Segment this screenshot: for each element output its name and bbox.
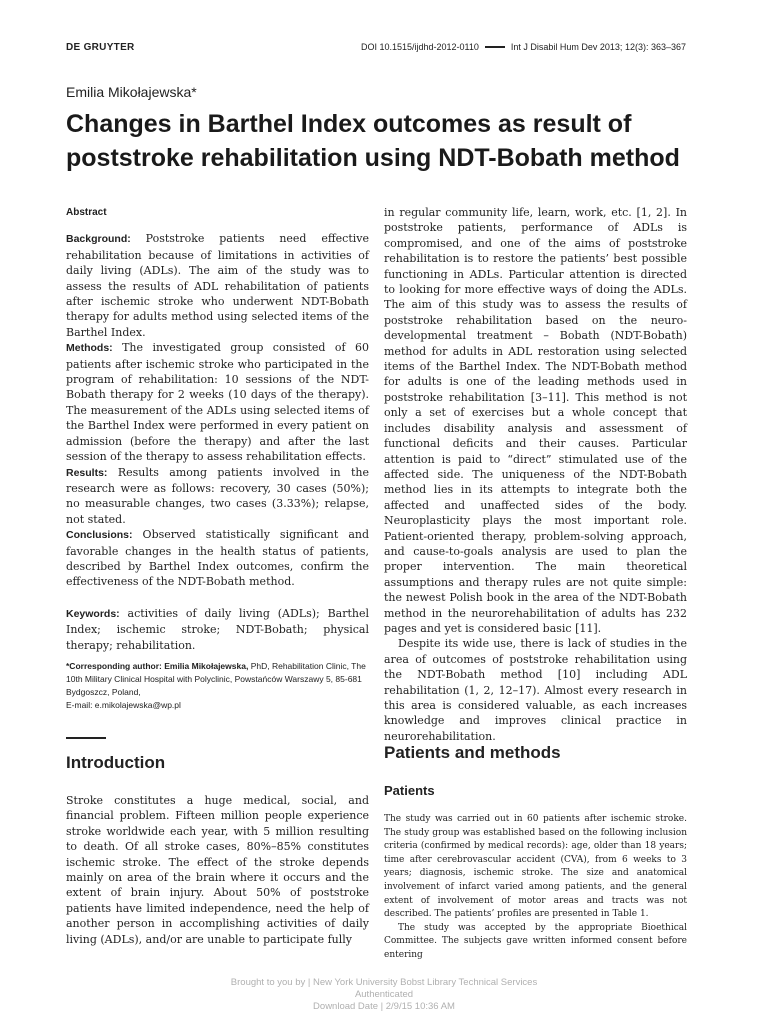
- download-info: [0, 977, 768, 1013]
- download-line-provider: Brought to you by | New York University Bobst Library Technical Services: [230, 977, 538, 988]
- abstract-background: [66, 231, 369, 340]
- header-dash: [485, 46, 505, 48]
- results-label: Results:: [66, 466, 108, 479]
- footnote-text: PhD, Rehabilitation Clinic, The 10th Military Clinical Hospital with Polyclinic, Powstańców Warszawy 5, 85-681 Bydgoszcz, Poland,: [66, 661, 366, 697]
- footnote-label: *Corresponding author: Emilia Mikołajewska,: [66, 661, 249, 671]
- running-header: [361, 42, 686, 52]
- intro-continued-paragraph: in regular community life, learn, work, etc. [1, 2]. In poststroke patients, performance of ADLs is compromised, and one of the aims of poststroke rehabilitation is to restore the patients’ best possible functioning in ADLs. Particular attention is directed to looking for more effective ways of doing the ADLs. The aim of this study was to assess the results of poststroke rehabilitation based on the neuro-developmental treatment – Bobath (NDT-Bobath) method for adults in ADL restoration using selected items of the Barthel Index. The NDT-Bobath method for adults is one of the leading methods used in poststroke rehabilitation [3–11]. This method is not only a set of exercises but a whole concept that includes disability analysis and assessment of functional deficits and their causes. Particular attention is paid to “direct” stimulated use of the affected side. The uniqueness of the NDT-Bobath method lies in its attempts to integrate both the affected and unaffected sides of the body. Neuroplasticity plays the most important role. Patient-oriented therapy, problem-solving approach, and cause-to-goals analysis are used to plan the proper intervention. The main theoretical assumptions and therapy rules are not quite simple: the newest Polish book in the area of the NDT-Bobath method in the neurorehabilitation of adults has 232 pages and yet is considered basic [11].: [384, 206, 687, 635]
- introduction-heading: Introduction: [66, 753, 166, 772]
- methods-text: The investigated group consisted of 60 patients after ischemic stroke who participated in the program of rehabilitation: 10 sessions of the NDT-Bobath therapy for 2 weeks (10 days of the therapy). The measurement of the ADLs using selected items of the Barthel Index were performed in every patient on admission (before the therapy) and after the last session of the therapy to assess rehabilitation effects.: [66, 341, 369, 464]
- intro-second-paragraph: Despite its wide use, there is lack of studies in the area of outcomes of poststroke rehabilitation using the NDT-Bobath method [10] including ADL rehabilitation (1, 2, 12–17). Almost every research in this area is considered valuable, as each increases knowledge and improves clinical practice in neurorehabilitation.: [384, 637, 687, 743]
- journal-citation: Int J Disabil Hum Dev 2013; 12(3): 363–367: [510, 42, 686, 52]
- doi: DOI 10.1515/ijdhd-2012-0110: [360, 42, 479, 52]
- footnote-email: E-mail: e.mikolajewska@wp.pl: [66, 700, 181, 710]
- patients-subheading: Patients: [384, 783, 435, 798]
- introduction-paragraph: Stroke constitutes a huge medical, social, and financial problem. Fifteen million people experience stroke worldwide each year, with 5 million resulting to death. Of all stroke cases, 80%–85% constitutes ischemic stroke. The effect of the stroke depends mainly on area of the brain where it occurs and the extent of brain injury. About 50% of poststroke patients have limited independence, need the help of another person in accomplishing activities of daily living (ADLs), and/or are unable to participate fully: [66, 794, 369, 946]
- keywords: [66, 606, 369, 653]
- section-rule: [66, 737, 106, 739]
- introduction-text: [66, 793, 369, 947]
- abstract-heading: Abstract: [66, 207, 107, 218]
- results-text: Results among patients involved in the research were as follows: recovery, 30 cases (50%); no measurable changes, two cases (3.33%); relapse, not stated.: [66, 465, 369, 526]
- conclusions-label: Conclusions:: [66, 529, 133, 542]
- publisher-name: DE GRUYTER: [66, 42, 135, 53]
- ethics-paragraph: The study was accepted by the appropriate Bioethical Committee. The subjects gave written informed consent before entering: [384, 922, 687, 960]
- methods-label: Methods:: [66, 342, 113, 355]
- background-text: Poststroke patients need effective rehabilitation because of limitations in activities of daily living (ADLs). The aim of the study was to assess the results of ADL rehabilitation of patients after ischemic stroke who underwent NDT-Bobath therapy for adults method using selected items of the Barthel Index.: [66, 232, 369, 339]
- abstract-conclusions: [66, 527, 369, 590]
- patients-text: [384, 813, 687, 963]
- abstract: [66, 205, 369, 653]
- abstract-results: [66, 465, 369, 528]
- conclusions-text: Observed statistically significant and favorable changes in the health status of patients, described by Barthel Index outcomes, confirm the effectiveness of the NDT-Bobath method.: [66, 528, 369, 589]
- patients-paragraph: The study was carried out in 60 patients after ischemic stroke. The study group was established based on the following inclusion criteria (confirmed by medical records): age, older than 18 years; time after cerebrovascular accident (CVA), from 6 weeks to 3 years; diagnosis, ischemic stroke. The size and anatomical involvement of infarct varied among patients, and the general extent of involvement of motor areas and tracts was not described. The patients’ profiles are presented in Table 1.: [384, 814, 687, 920]
- author-name: Emilia Mikołajewska*: [66, 84, 197, 100]
- background-label: Background:: [66, 233, 131, 246]
- abstract-methods: [66, 340, 369, 464]
- download-line-auth: Authenticated: [354, 989, 414, 1000]
- patients-methods-heading: Patients and methods: [384, 743, 561, 762]
- corresponding-author-footnote: [66, 660, 369, 712]
- keywords-text: activities of daily living (ADLs); Barthel Index; ischemic stroke; NDT-Bobath; physical therapy; rehabilitation.: [66, 606, 369, 652]
- article-title: Changes in Barthel Index outcomes as result of poststroke rehabilitation using NDT-Bobath method: [66, 110, 680, 172]
- download-line-date: Download Date | 2/9/15 10:36 AM: [313, 1001, 455, 1012]
- keywords-label: Keywords:: [66, 607, 120, 620]
- right-column-text: [384, 205, 687, 744]
